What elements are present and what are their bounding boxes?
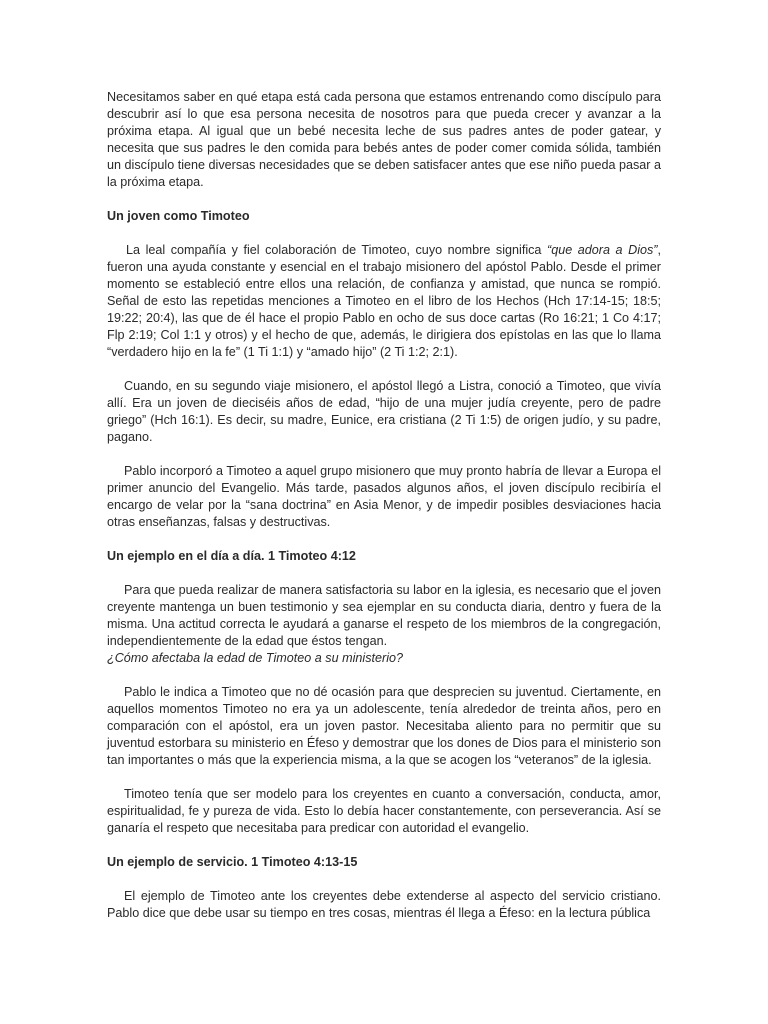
paragraph-testimonio: Para que pueda realizar de manera satisfactoria su labor en la iglesia, es necesario que el joven creyente mantenga un buen testimonio y sea ejemplar en su conducta diaria, dentro y fuera de la misma. Una actitud correcta le ayudará a ganarse el respeto de los miembros de la congregación, independientemente de la edad que éstos tengan. (107, 583, 661, 648)
paragraph-servicio: El ejemplo de Timoteo ante los creyentes debe extenderse al aspecto del servicio cristiano. Pablo dice que debe usar su tiempo en tres cosas, mientras él llega a Éfeso: en la lectura pública (107, 889, 661, 920)
paragraph-text: La leal compañía y fiel colaboración de Timoteo, cuyo nombre significa (126, 243, 547, 257)
section-heading-ejemplo-dia-a-dia: Un ejemplo en el día a día. 1 Timoteo 4:12 (107, 549, 356, 563)
intro-paragraph: Necesitamos saber en qué etapa está cada persona que estamos entrenando como discípulo para descubrir así lo que esa persona necesita de nosotros para que pueda crecer y avanzar a la próxima etapa. Al igual que un bebé necesita leche de sus padres antes de poder gatear, y necesita que sus padres le den comida para bebés antes de poder comer comida sólida, también un discípulo tiene diversas necesidades que se deben satisfacer antes que ese niño pueda pasar a la próxima etapa. (107, 90, 661, 189)
paragraph-timoteo-colaboracion (107, 242, 661, 361)
section-heading-joven-timoteo: Un joven como Timoteo (107, 209, 250, 223)
paragraph-modelo-creyentes: Timoteo tenía que ser modelo para los creyentes en cuanto a conversación, conducta, amor, espiritualidad, fe y pureza de vida. Esto lo debía hacer constantemente, con perseverancia. Así se ganaría el respeto que necesitaba para predicar con autoridad el evangelio. (107, 787, 661, 835)
question-edad-timoteo: ¿Cómo afectaba la edad de Timoteo a su ministerio? (107, 651, 403, 665)
section-heading-ejemplo-servicio: Un ejemplo de servicio. 1 Timoteo 4:13-15 (107, 855, 358, 869)
paragraph-text: , fueron una ayuda constante y esencial en el trabajo misionero del apóstol Pablo. Desde el primer momento se estableció entre ellos una relación, de confianza y amistad, que nunca se rompió. Señal de esto las repetidas menciones a Timoteo en el libro de los Hechos (Hch 17:14-15; 18:5; 19:22; 20:4), las que de él hace el propio Pablo en ocho de sus doce cartas (Ro 16:21; 1 Co 4:17; Flp 2:19; Col 1:1 y otros) y el hecho de que, además, le dirigiera dos epístolas en las que lo llama “verdadero hijo en la fe” (1 Ti 1:1) y “amado hijo” (2 Ti 1:2; 2:1). (107, 243, 661, 359)
paragraph-juventud: Pablo le indica a Timoteo que no dé ocasión para que desprecien su juventud. Ciertamente, en aquellos momentos Timoteo no era ya un adolescente, tenía alrededor de treinta años, pero en comparación con el apóstol, era un joven pastor. Necesitaba aliento para no permitir que su juventud estorbara su ministerio en Éfeso y demostrar que los dones de Dios para el ministerio son tan importantes o más que la experiencia misma, a la que se acogen los “veteranos” de la iglesia. (107, 685, 661, 767)
paragraph-grupo-misionero: Pablo incorporó a Timoteo a aquel grupo misionero que muy pronto habría de llevar a Europa el primer anuncio del Evangelio. Más tarde, pasados algunos años, el joven discípulo recibiría el encargo de velar por la “sana doctrina” en Asia Menor, y de impedir posibles desviaciones hacia otras enseñanzas, falsas y destructivas. (107, 464, 661, 529)
italic-quote: “que adora a Dios” (547, 243, 658, 257)
paragraph-listra: Cuando, en su segundo viaje misionero, el apóstol llegó a Listra, conoció a Timoteo, que vivía allí. Era un joven de dieciséis años de edad, “hijo de una mujer judía creyente, pero de padre griego” (Hch 16:1). Es decir, su madre, Eunice, era cristiana (2 Ti 1:5) de origen judío, y su padre, pagano. (107, 379, 661, 444)
document-page (107, 89, 661, 939)
